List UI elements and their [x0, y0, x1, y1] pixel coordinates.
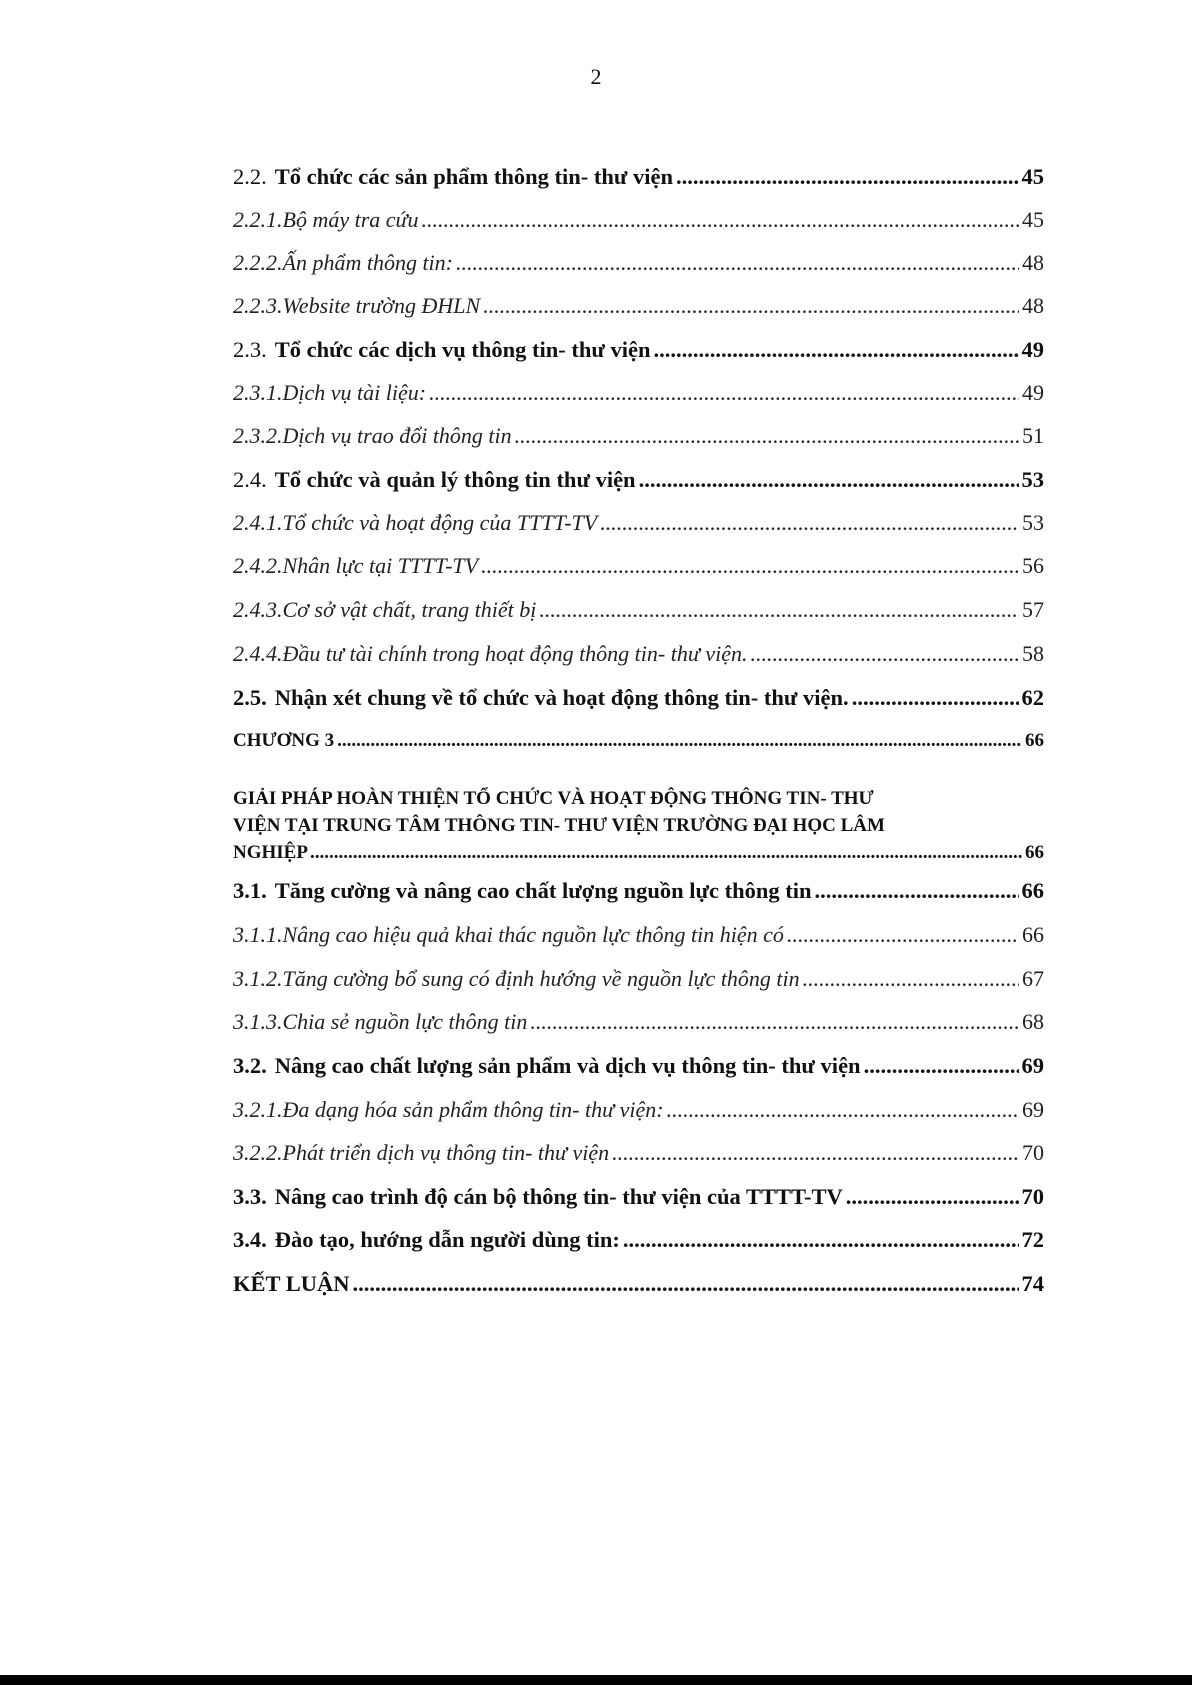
toc-entry — [233, 1097, 1044, 1123]
toc-entry-number: 3.1. — [233, 878, 267, 903]
chapter-title-line: NGHIỆP — [233, 842, 308, 863]
toc-entry-title: 2.2.2.Ấn phẩm thông tin: — [233, 250, 453, 275]
toc-entry-title: 3.2.2.Phát triển dịch vụ thông tin- thư viện — [233, 1140, 610, 1165]
toc-entry-number: 2.2. — [233, 164, 267, 189]
toc-entry-page: 58 — [1022, 641, 1044, 666]
toc-entry-title: KẾT LUẬN — [233, 1271, 350, 1296]
toc-entry-title: Nâng cao chất lượng sản phẩm và dịch vụ thông tin- thư viện — [274, 1053, 861, 1078]
toc-entry-page: 53 — [1022, 510, 1044, 535]
toc-entry-page: 66 — [1025, 730, 1044, 751]
toc-leader-dots — [751, 641, 1020, 667]
toc-entry-page: 70 — [1022, 1140, 1044, 1165]
toc-entry — [233, 1053, 1044, 1079]
toc-entry-title: 2.4.2.Nhân lực tại TTTT-TV — [233, 553, 479, 578]
toc-entry-page: 57 — [1022, 597, 1044, 622]
toc-leader-dots — [515, 423, 1019, 449]
toc-entry-page: 66 — [1025, 842, 1044, 863]
toc-entry-page: 62 — [1021, 685, 1044, 710]
chapter-title-entry — [233, 785, 1044, 866]
toc-leader-dots — [539, 597, 1019, 623]
toc-leader-dots — [787, 922, 1019, 948]
toc-entry — [233, 337, 1044, 363]
toc-entry — [233, 1140, 1044, 1166]
toc-leader-dots — [481, 553, 1019, 579]
toc-entry-page: 49 — [1021, 337, 1044, 362]
toc-entry-page: 68 — [1022, 1009, 1044, 1034]
page-number: 2 — [590, 64, 602, 89]
toc-entry-page: 53 — [1021, 467, 1044, 492]
toc-leader-dots — [429, 380, 1019, 406]
toc-leader-dots — [676, 164, 1018, 190]
toc-entry-title: Nhận xét chung về tổ chức và hoạt động thông tin- thư viện. — [274, 685, 849, 710]
toc-leader-dots — [337, 730, 1022, 752]
toc-leader-dots — [815, 878, 1019, 904]
toc-entry — [233, 730, 1044, 752]
toc-leader-dots — [353, 1271, 1019, 1297]
toc-entry-title: 2.2.3.Website trường ĐHLN — [233, 293, 481, 318]
toc-entry — [233, 597, 1044, 623]
toc-entry-page: 74 — [1021, 1271, 1044, 1296]
toc-leader-dots — [483, 293, 1019, 319]
toc-entry-number: 2.4. — [233, 467, 267, 492]
toc-leader-dots — [667, 1097, 1019, 1123]
toc-entry — [233, 922, 1044, 948]
toc-entry — [233, 553, 1044, 579]
toc-entry-page: 67 — [1022, 966, 1044, 991]
toc-entry — [233, 164, 1044, 190]
toc-leader-dots — [846, 1184, 1019, 1210]
toc-entry-page: 66 — [1021, 878, 1044, 903]
toc-entry-page: 49 — [1022, 380, 1044, 405]
toc-entry-title: 2.3.1.Dịch vụ tài liệu: — [233, 380, 427, 405]
toc-entry-page: 45 — [1022, 207, 1044, 232]
chapter-title-line: VIỆN TẠI TRUNG TÂM THÔNG TIN- THƯ VIỆN TRƯỜNG ĐẠI HỌC LÂM — [233, 815, 885, 836]
toc-entry-title: 2.4.3.Cơ sở vật chất, trang thiết bị — [233, 597, 537, 622]
toc-entry-title: CHƯƠNG 3 — [233, 730, 335, 751]
toc-entry-title: Nâng cao trình độ cán bộ thông tin- thư viện của TTTT-TV — [274, 1184, 843, 1209]
toc-entry-title: Tổ chức và quản lý thông tin thư viện — [274, 467, 636, 492]
toc-entry — [233, 423, 1044, 449]
toc-entry — [233, 380, 1044, 406]
bottom-border — [0, 1675, 1192, 1685]
toc-entry-page: 72 — [1021, 1227, 1044, 1252]
toc-entry-title: Tổ chức các sản phẩm thông tin- thư viện — [274, 164, 674, 189]
toc-leader-dots — [612, 1140, 1019, 1166]
toc-entry-title: 2.4.1.Tổ chức và hoạt động của TTTT-TV — [233, 510, 598, 535]
toc-entry-page: 48 — [1022, 250, 1044, 275]
chapter-title-line: GIẢI PHÁP HOÀN THIỆN TỔ CHỨC VÀ HOẠT ĐỘNG THÔNG TIN- THƯ — [233, 788, 874, 809]
toc-entry-title: 3.1.3.Chia sẻ nguồn lực thông tin — [233, 1009, 528, 1034]
toc-leader-dots — [864, 1053, 1019, 1079]
toc-entry-number: 3.2. — [233, 1053, 267, 1078]
toc-entry — [233, 1227, 1044, 1253]
toc-entry — [233, 1184, 1044, 1210]
toc-entry-page: 45 — [1021, 164, 1044, 189]
toc-entry-number: 2.3. — [233, 337, 267, 362]
toc-leader-dots — [310, 839, 1023, 866]
toc-entry — [233, 467, 1044, 493]
toc-entry-page: 69 — [1021, 1053, 1044, 1078]
toc-entry-title: 2.4.4.Đầu tư tài chính trong hoạt động thông tin- thư viện. — [233, 641, 748, 666]
toc-leader-dots — [456, 250, 1019, 276]
toc-entry-number: 2.5. — [233, 685, 267, 710]
toc-entry-page: 69 — [1022, 1097, 1044, 1122]
toc-entry-title: Tổ chức các dịch vụ thông tin- thư viện — [274, 337, 651, 362]
toc-leader-dots — [422, 207, 1019, 233]
toc-entry-page: 66 — [1022, 922, 1044, 947]
toc-leader-dots — [852, 685, 1019, 711]
toc-leader-dots — [639, 467, 1019, 493]
toc-entry — [233, 293, 1044, 319]
toc-leader-dots — [600, 510, 1019, 536]
toc-leader-dots — [654, 337, 1019, 363]
toc-entry — [233, 1009, 1044, 1035]
toc-entry — [233, 510, 1044, 536]
toc-entry-title: 3.1.1.Nâng cao hiệu quả khai thác nguồn lực thông tin hiện có — [233, 922, 784, 947]
toc-entry-title: Tăng cường và nâng cao chất lượng nguồn lực thông tin — [274, 878, 812, 903]
toc-entry — [233, 250, 1044, 276]
toc-leader-dots — [803, 966, 1019, 992]
toc-entry-page: 48 — [1022, 293, 1044, 318]
toc-entry-number: 3.3. — [233, 1184, 267, 1209]
toc-entry — [233, 878, 1044, 904]
toc-entry-page: 70 — [1021, 1184, 1044, 1209]
toc-entry — [233, 685, 1044, 711]
toc-entry — [233, 966, 1044, 992]
toc-leader-dots — [623, 1227, 1019, 1253]
toc-entry-number: 3.4. — [233, 1227, 267, 1252]
toc-entry — [233, 641, 1044, 667]
toc-entry — [233, 207, 1044, 233]
toc-entry-page: 56 — [1022, 553, 1044, 578]
toc-leader-dots — [530, 1009, 1019, 1035]
toc-entry-title: Đào tạo, hướng dẫn người dùng tin: — [274, 1227, 620, 1252]
toc-entry-title: 3.1.2.Tăng cường bổ sung có định hướng về nguồn lực thông tin — [233, 966, 800, 991]
toc-entry-title: 2.3.2.Dịch vụ trao đổi thông tin — [233, 423, 512, 448]
toc-entry-title: 2.2.1.Bộ máy tra cứu — [233, 207, 419, 232]
toc-entry-title: 3.2.1.Đa dạng hóa sản phẩm thông tin- thư viện: — [233, 1097, 664, 1122]
toc-entry-page: 51 — [1022, 423, 1044, 448]
toc-entry — [233, 1271, 1044, 1297]
